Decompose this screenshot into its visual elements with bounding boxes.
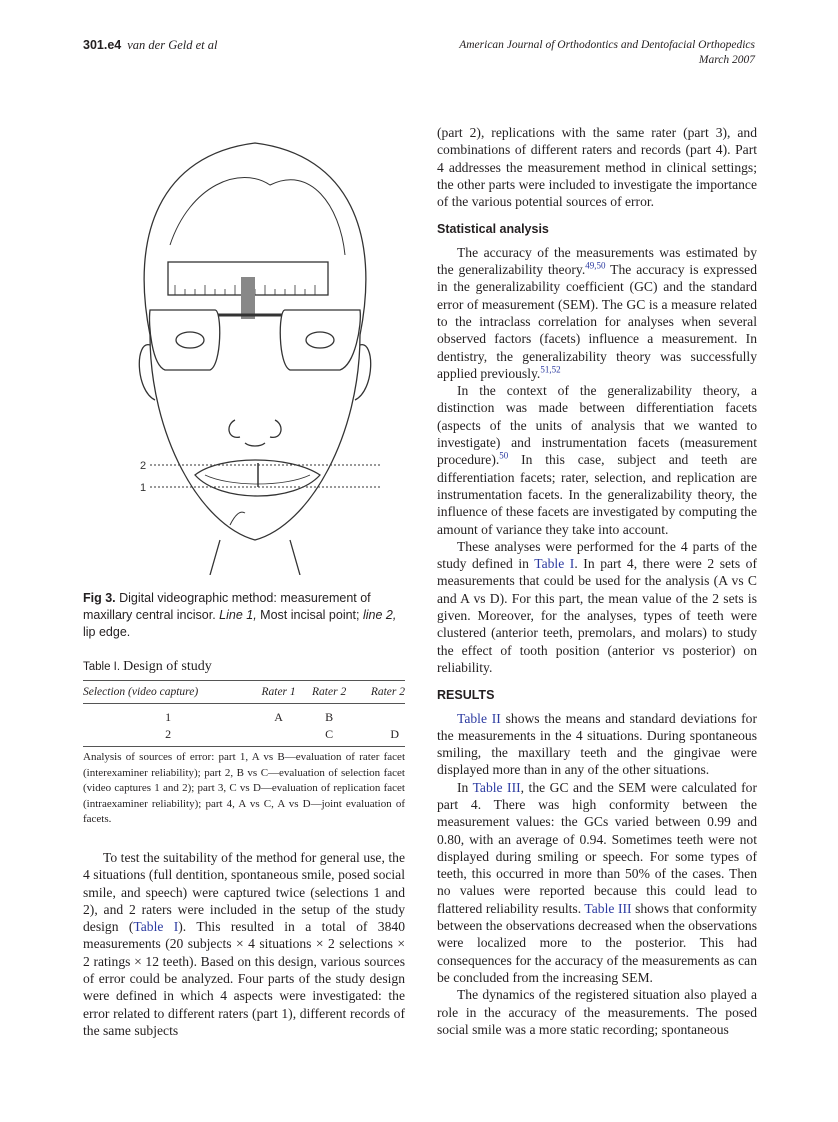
running-header-right: [459, 38, 755, 68]
caption-text: Most incisal point;: [256, 608, 363, 622]
paragraph: [437, 779, 757, 987]
nose: [229, 420, 281, 446]
column-header: Selection (video capture): [83, 681, 253, 704]
cell: [354, 704, 405, 727]
caption-line1: Line 1,: [219, 608, 257, 622]
line-1-label: 1: [140, 482, 147, 494]
paragraph: (part 2), replications with the same rater (part 3), and combinations of different raters and records (part 4). Part 4 addresses the measurement method in clinical settings; the other parts were included to investigate the importance of the various potential sources of error.: [437, 125, 757, 210]
figure-label: Fig 3.: [83, 591, 116, 605]
table-footnote: Analysis of sources of error: part 1, A vs B—evaluation of rater facet (interexaminer reliability); part 2, B vs C—evaluation of selection facet (video captures 1 and 2); part 3, C vs D—evaluation of replication facet (intraexaminer reliability); part 4, A vs C, A vs D—joint evaluation of facets.: [83, 751, 405, 825]
table-row: [83, 726, 405, 747]
cell: C: [304, 726, 355, 747]
text: The accuracy is expressed in the generalizability coefficient (GC) and the standard error of measurement (SEM). The GC is a measure related to the intraclass correlation for analyses when several observed factors (facets) influence a measurement. In dentistry, the generalizability theory was successfully applied previously.: [437, 262, 757, 381]
caption-line2: line 2,: [362, 608, 397, 622]
text: In the context of the generalizability theory, a distinction was made between differentiation facets (aspects of the units of analysis that we wanted to investigate) and instrumentation facets (measurement procedure).: [437, 383, 757, 468]
paragraph: [437, 710, 757, 779]
cell: [253, 726, 304, 747]
text: The accuracy of the measurements was estimated by the generalizability theory.: [437, 244, 757, 278]
caption-text: lip edge.: [83, 625, 131, 639]
line-2-label: 2: [140, 460, 147, 472]
table-title: Design of study: [123, 659, 212, 674]
right-lens: [280, 310, 360, 370]
text: . In part 4, there were 2 sets of measurements that could be used for the analysis (A vs C and A vs D). For this part, the mean value of the 2 sets is given. Moreover, for the analyses, types of teeth were clustered (anterior teeth, premolars, and molars) to study the effect of tooth position (anterior vs posterior) on reliability.: [437, 556, 757, 675]
table-link[interactable]: Table I: [133, 919, 179, 935]
paragraph: [437, 382, 757, 538]
text: In this case, subject and teeth are differentiation facets; rater, selection, and replication are instrumentation facets. In the generalizability theory, the influence of these facets are investigated by computing the amount of variance they take into account.: [437, 452, 757, 537]
table-link[interactable]: Table I: [534, 556, 575, 572]
text: shows the means and standard deviations for the measurements in the 4 situations. During spontaneous smiling, the maxillary teeth and the gingivae were displayed more than in any of the other situations.: [437, 710, 757, 778]
table-link[interactable]: Table III: [472, 779, 521, 795]
caption-text: Digital videographic method: measurement of maxillary central incisor.: [83, 591, 371, 622]
paragraph: [437, 244, 757, 382]
text: , the GC and the SEM were calculated for part 4. There was high conformity between the measurement values: the GCs varied between 0.99 and 0.80, with an average of 0.94. Sometimes teeth were not displayed during smiling or speech. For some types of teeth, this occurred in more than 50% of the cases. Then no values were reported because this could lead to flattered reliability results.: [437, 779, 757, 916]
table-link[interactable]: Table III: [584, 900, 632, 916]
text: These analyses were performed for the 4 parts of the study defined in: [437, 538, 757, 572]
table-link[interactable]: Table II: [457, 710, 501, 726]
ruler-mount: [241, 277, 255, 319]
face-measurement-figure: [110, 125, 400, 575]
cell: 2: [83, 726, 253, 747]
text: In: [457, 779, 473, 795]
left-lens: [150, 310, 220, 370]
table-label: Table I.: [83, 661, 121, 673]
cell: B: [325, 710, 334, 724]
authors: van der Geld et al: [127, 38, 218, 52]
citation-link[interactable]: 51,52: [540, 364, 561, 375]
neck: [210, 540, 300, 575]
paragraph: The dynamics of the registered situation also played a role in the accuracy of the measurements. The posed social smile was a more static recording; spontaneous: [437, 987, 757, 1037]
column-header: Rater 2: [354, 681, 405, 704]
citation-link[interactable]: 50: [499, 450, 509, 461]
text: ). This resulted in a total of 3840 measurements (20 subjects × 4 situations × 2 selections × 2 ratings × 12 teeth). Based on this design, various sources of error could be analyzed. Four parts of the study design were defined in which 4 aspects were investigated: the error related to different raters (part 1), different records of the same subjects: [83, 919, 405, 1038]
issue-date: March 2007: [698, 54, 755, 66]
text: To test the suitability of the method for general use, the 4 situations (full dentition, spontaneous smile, posed social smile, and speech) were captured twice (selections 1 and 2), and 2 raters were included in the setup of the study design (: [83, 850, 405, 935]
page-number: 301.e4: [83, 38, 122, 52]
citation-link[interactable]: 49,50: [585, 260, 606, 271]
column-header: Rater 2: [304, 681, 355, 704]
table-row: [83, 704, 405, 727]
running-header-left: [83, 38, 218, 53]
cell: D: [354, 726, 405, 747]
section-heading: RESULTS: [437, 688, 495, 703]
journal-name: American Journal of Orthodontics and Dentofacial Orthopedics: [459, 39, 755, 51]
table-1: [83, 659, 405, 828]
paragraph: [83, 849, 405, 1039]
figure-caption: [83, 590, 405, 641]
text: shows that conformity between the observations decreased when the observations were localized more to the posterior. This had consequences for the accuracy of the measurements as can be concluded from the increasing SEM.: [437, 900, 757, 985]
right-column-body: [437, 124, 757, 1038]
table-header-row: [83, 681, 405, 704]
left-column-body: [83, 849, 405, 1039]
section-heading: Statistical analysis: [437, 222, 549, 237]
paragraph: [437, 538, 757, 676]
cell: 1: [165, 710, 172, 724]
cell: A: [274, 710, 283, 724]
face-outline: [150, 335, 360, 540]
column-header: Rater 1: [253, 681, 304, 704]
ears: [139, 345, 370, 400]
